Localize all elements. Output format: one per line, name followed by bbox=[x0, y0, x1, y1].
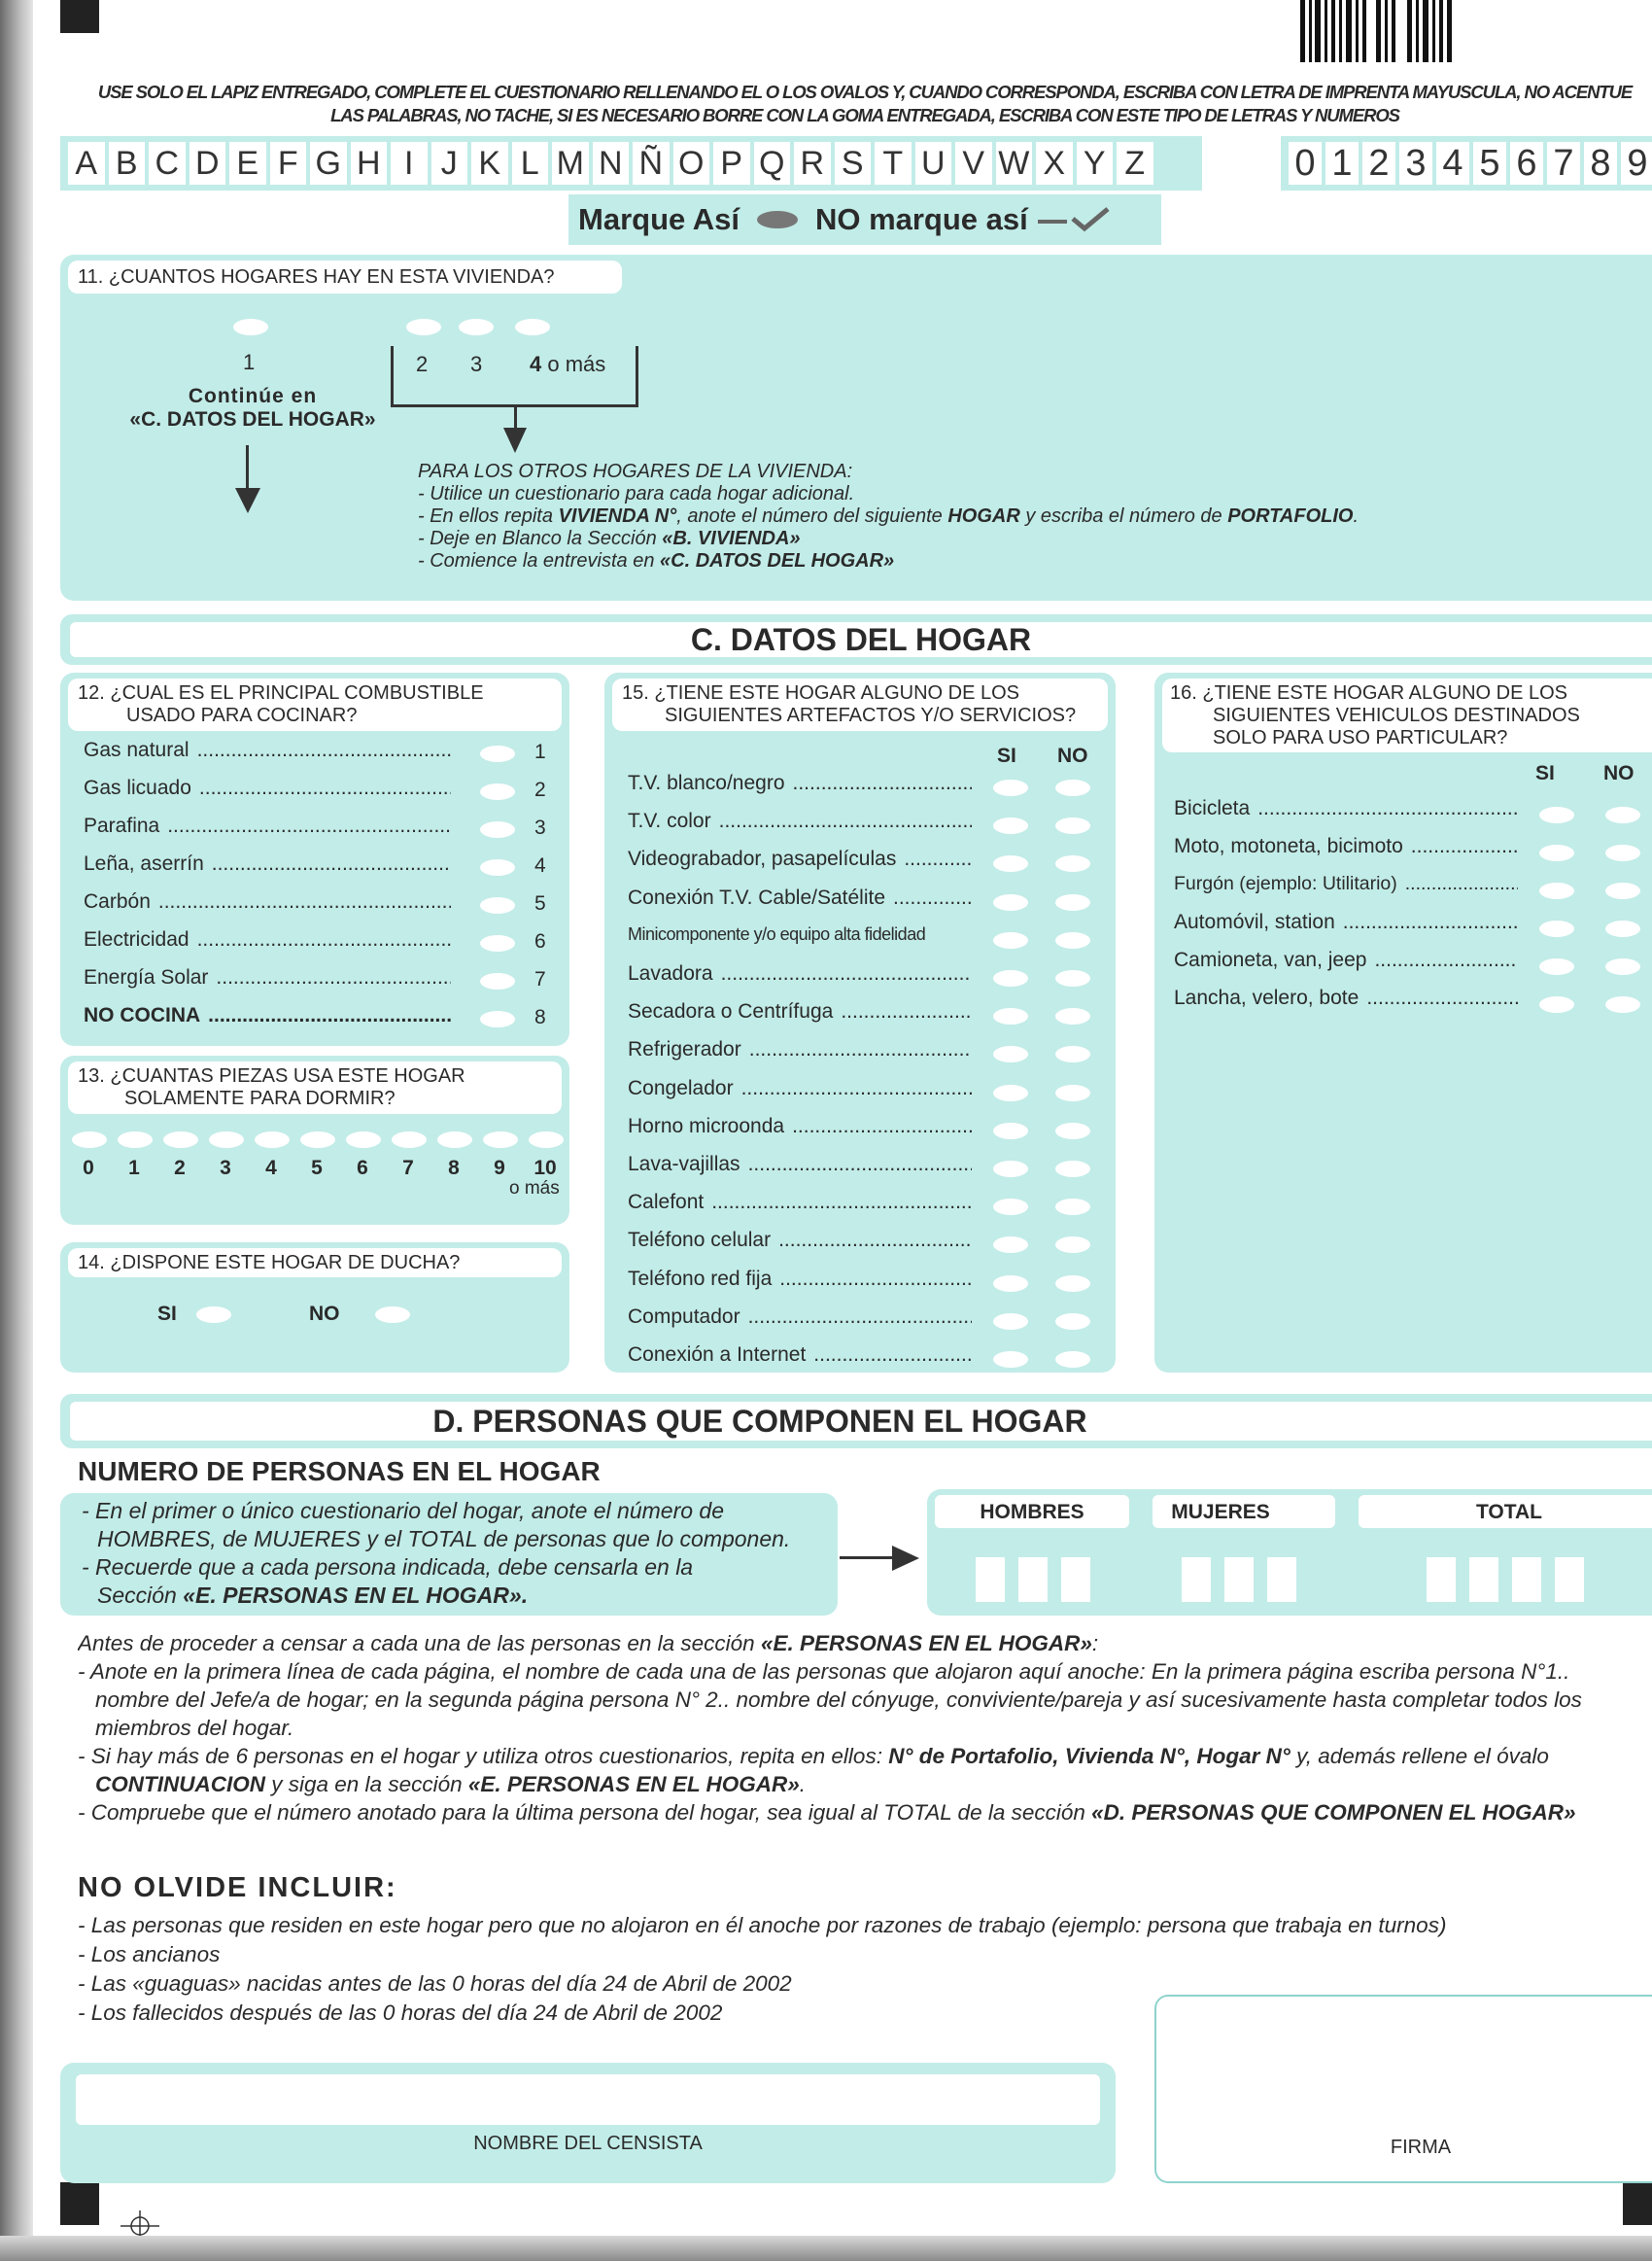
alphabet-cell: Q bbox=[754, 142, 791, 185]
dot-leader bbox=[741, 1077, 972, 1100]
q11-instr-title: PARA LOS OTROS HOGARES DE LA VIVIENDA: bbox=[418, 461, 853, 482]
q12-option-label: Electricidad bbox=[84, 928, 189, 951]
dot-leader bbox=[721, 962, 972, 986]
q11-instructions bbox=[418, 461, 1359, 573]
numero-instr-2: HOMBRES, de MUJERES y el TOTAL de personas que lo componen. bbox=[97, 1526, 791, 1551]
hombres-header: HOMBRES bbox=[980, 1501, 1084, 1523]
q15-no-oval[interactable] bbox=[1055, 970, 1090, 987]
hombres-digit-2[interactable] bbox=[1018, 1557, 1048, 1602]
digit-cell: 5 bbox=[1473, 142, 1506, 185]
q11-continue-line2: «C. DATOS DEL HOGAR» bbox=[129, 408, 376, 431]
q15-si-oval[interactable] bbox=[993, 1351, 1028, 1368]
scanner-bottom-edge bbox=[0, 2236, 1652, 2261]
q12-option-label: Carbón bbox=[84, 890, 151, 913]
q15-option-row bbox=[628, 848, 972, 871]
q12-option-label: Energía Solar bbox=[84, 966, 209, 989]
q16-si-oval[interactable] bbox=[1539, 883, 1574, 899]
alphabet-cell: K bbox=[471, 142, 508, 185]
q16-option-label: Bicicleta bbox=[1174, 797, 1251, 819]
q11-opt-2: 2 bbox=[416, 352, 429, 376]
q13-title-line2: SOLAMENTE PARA DORMIR? bbox=[124, 1088, 396, 1109]
digit-cell: 0 bbox=[1289, 142, 1322, 185]
dot-leader bbox=[793, 772, 972, 795]
q12-title bbox=[78, 682, 484, 727]
q12-title-line2: USADO PARA COCINAR? bbox=[126, 705, 358, 726]
q15-option-label: Videograbador, pasapelículas bbox=[628, 848, 897, 871]
digit-cell: 2 bbox=[1362, 142, 1395, 185]
q12-option-oval[interactable] bbox=[480, 859, 515, 876]
q11-instr-1: - Utilice un cuestionario para cada hogar adicional. bbox=[418, 483, 855, 504]
dot-leader bbox=[1343, 911, 1518, 934]
numero-instructions bbox=[82, 1497, 790, 1610]
q12-option-row bbox=[84, 852, 451, 876]
q11-opt-4-number: 4 bbox=[530, 352, 542, 376]
q15-title-line1: 15. ¿TIENE ESTE HOGAR ALGUNO DE LOS bbox=[622, 682, 1019, 704]
alphabet-cell: S bbox=[835, 142, 872, 185]
q13-option-label: 6 bbox=[357, 1157, 368, 1179]
antes-line-2: - Anote en la primera línea de cada página, el nombre de cada una de las personas que alojaron aquí anoche: En la primera página escriba persona N°1.. bbox=[78, 1659, 1570, 1684]
q16-title-line1: 16. ¿TIENE ESTE HOGAR ALGUNO DE LOS bbox=[1170, 682, 1567, 704]
q15-option-label: Computador bbox=[628, 1304, 740, 1328]
q13-option-label: 4 bbox=[265, 1157, 277, 1179]
q15-option-label: Secadora o Centrífuga bbox=[628, 1000, 834, 1024]
alphabet-cell: O bbox=[673, 142, 710, 185]
q12-option-code: 1 bbox=[534, 741, 546, 763]
q11-oval-4[interactable] bbox=[515, 319, 550, 335]
numero-instr-3: - Recuerde que a cada persona indicada, debe censarla en la bbox=[82, 1554, 694, 1580]
dot-leader bbox=[711, 1191, 972, 1214]
mujeres-digit-3[interactable] bbox=[1267, 1557, 1296, 1602]
total-digit-4[interactable] bbox=[1555, 1557, 1584, 1602]
alphabet-cell: M bbox=[552, 142, 589, 185]
q16-no-oval[interactable] bbox=[1605, 958, 1640, 975]
q16-no-oval[interactable] bbox=[1605, 883, 1640, 899]
q11-instr-3: - Deje en Blanco la Sección «B. VIVIENDA» bbox=[418, 528, 801, 549]
alphabet-cell: G bbox=[310, 142, 347, 185]
q12-option-code: 4 bbox=[534, 854, 546, 877]
q15-no-oval[interactable] bbox=[1055, 1313, 1090, 1330]
dot-leader bbox=[158, 890, 451, 914]
q12-option-row bbox=[84, 966, 451, 990]
mark-example bbox=[568, 194, 1161, 245]
q13-option-oval[interactable] bbox=[346, 1131, 381, 1148]
hombres-digit-3[interactable] bbox=[1061, 1557, 1090, 1602]
q12-option-code: 2 bbox=[534, 779, 546, 801]
total-digit-1[interactable] bbox=[1427, 1557, 1456, 1602]
q12-option-row bbox=[84, 890, 451, 914]
alphabet-cell: L bbox=[512, 142, 549, 185]
q15-no-oval[interactable] bbox=[1055, 1123, 1090, 1139]
section-d-title: D. PERSONAS QUE COMPONEN EL HOGAR bbox=[432, 1404, 1087, 1439]
q15-no-oval[interactable] bbox=[1055, 1161, 1090, 1177]
dot-leader bbox=[212, 852, 451, 876]
digit-cell: 7 bbox=[1547, 142, 1580, 185]
alphabet-cell: I bbox=[391, 142, 428, 185]
q16-option-row bbox=[1174, 911, 1518, 934]
q15-option-row bbox=[628, 1153, 972, 1176]
q13-last-suffix: o más bbox=[509, 1178, 560, 1199]
q16-no-oval[interactable] bbox=[1605, 921, 1640, 937]
alphabet-cell: D bbox=[189, 142, 226, 185]
dot-leader bbox=[893, 887, 972, 910]
q13-option-label: 7 bbox=[402, 1157, 414, 1179]
q16-title bbox=[1170, 682, 1580, 749]
dot-leader bbox=[1366, 987, 1518, 1010]
filled-oval-icon bbox=[757, 211, 798, 228]
q13-option-label: 9 bbox=[494, 1157, 505, 1179]
q14-no-label: NO bbox=[309, 1303, 340, 1325]
dot-leader bbox=[749, 1038, 972, 1061]
q11-oval-1[interactable] bbox=[233, 319, 268, 335]
mark-correct-label: Marque Así bbox=[578, 202, 740, 236]
q11-opt-3: 3 bbox=[470, 352, 483, 376]
q15-option-label: T.V. blanco/negro bbox=[628, 772, 785, 794]
q16-option-row bbox=[1174, 949, 1518, 972]
q15-no-header: NO bbox=[1057, 745, 1088, 767]
q12-option-oval[interactable] bbox=[480, 746, 515, 762]
q15-title bbox=[622, 682, 1076, 727]
antes-line-7: - Compruebe que el número anotado para la última persona del hogar, sea igual al TOTAL de la sección «D. PERSONAS QUE COMPONEN EL HOGAR» bbox=[78, 1800, 1576, 1825]
dot-leader bbox=[779, 1268, 972, 1291]
q12-option-oval[interactable] bbox=[480, 973, 515, 990]
dot-leader bbox=[1374, 949, 1518, 972]
q16-option-label: Camioneta, van, jeep bbox=[1174, 949, 1367, 971]
alphabet-cell: B bbox=[109, 142, 146, 185]
q12-option-oval[interactable] bbox=[480, 1011, 515, 1027]
mujeres-header: MUJERES bbox=[1171, 1501, 1270, 1523]
antes-line-4: miembros del hogar. bbox=[95, 1716, 294, 1740]
q15-si-header: SI bbox=[997, 745, 1016, 767]
alphabet-cell: J bbox=[431, 142, 468, 185]
q15-option-row bbox=[628, 1191, 972, 1214]
alphabet-cell: V bbox=[955, 142, 992, 185]
q15-option-row bbox=[628, 1268, 972, 1291]
q15-option-row bbox=[628, 1305, 972, 1329]
top-instruction-line-1: USE SOLO EL LAPIZ ENTREGADO, COMPLETE EL CUESTIONARIO RELLENANDO EL O LOS OVALOS Y, CUANDO CORRESPONDA, ESCRIBA CON LETRA DE IMPRENTA MAYUSCULA, NO ACENTUE bbox=[97, 82, 1633, 102]
q16-option-label: Moto, motoneta, bicimoto bbox=[1174, 835, 1403, 857]
numero-personas-title: NUMERO DE PERSONAS EN EL HOGAR bbox=[78, 1456, 601, 1486]
hombres-digit-1[interactable] bbox=[976, 1557, 1005, 1602]
mujeres-digit-2[interactable] bbox=[1224, 1557, 1254, 1602]
q12-option-oval[interactable] bbox=[480, 897, 515, 914]
digit-cell: 6 bbox=[1510, 142, 1543, 185]
q13-option-oval[interactable] bbox=[72, 1131, 107, 1148]
q11-opt-4-suffix: o más bbox=[547, 352, 606, 376]
q12-option-label: Gas natural bbox=[84, 739, 189, 761]
q11-opt-4 bbox=[530, 352, 605, 377]
alphabet-cells bbox=[68, 142, 1153, 185]
q15-option-label: Lavadora bbox=[628, 962, 713, 985]
alphabet-cell: X bbox=[1036, 142, 1073, 185]
q15-no-oval[interactable] bbox=[1055, 1085, 1090, 1101]
q16-option-row bbox=[1174, 873, 1518, 895]
total-header: TOTAL bbox=[1475, 1501, 1543, 1523]
q11-opt-1: 1 bbox=[243, 350, 256, 374]
q13-option-oval[interactable] bbox=[209, 1131, 244, 1148]
q16-option-label: Automóvil, station bbox=[1174, 911, 1335, 933]
q15-option-row bbox=[628, 810, 972, 833]
digit-cell: 1 bbox=[1325, 142, 1359, 185]
digit-cell: 3 bbox=[1399, 142, 1432, 185]
q15-option-label: Teléfono celular bbox=[628, 1229, 772, 1252]
q11-instr-4: - Comience la entrevista en «C. DATOS DEL HOGAR» bbox=[418, 550, 895, 572]
q13-option-label: 10 bbox=[533, 1157, 557, 1179]
q12-option-label: Gas licuado bbox=[84, 777, 191, 799]
q13-option-oval[interactable] bbox=[529, 1131, 564, 1148]
q12-option-row bbox=[84, 777, 451, 800]
total-digit-3[interactable] bbox=[1512, 1557, 1541, 1602]
q15-si-oval[interactable] bbox=[993, 1085, 1028, 1101]
antes-instructions bbox=[78, 1629, 1652, 1826]
q16-title-line3: SOLO PARA USO PARTICULAR? bbox=[1213, 727, 1508, 748]
alphabet-cell: F bbox=[270, 142, 307, 185]
no-olvide-item: - Las «guaguas» nacidas antes de las 0 horas del día 24 de Abril de 2002 bbox=[78, 1971, 792, 1996]
firma-label: FIRMA bbox=[1390, 2137, 1452, 2158]
registration-mark-bottom-right bbox=[1623, 2182, 1652, 2225]
q15-option-label: T.V. color bbox=[628, 810, 711, 833]
q15-option-label: Teléfono red fija bbox=[628, 1267, 773, 1290]
dot-leader bbox=[748, 1305, 972, 1329]
alphabet-cell: E bbox=[229, 142, 266, 185]
q15-option-row bbox=[628, 924, 972, 945]
dot-leader bbox=[199, 777, 451, 800]
alphabet-cell: T bbox=[875, 142, 912, 185]
q13-option-oval[interactable] bbox=[483, 1131, 518, 1148]
barcode bbox=[1300, 0, 1485, 64]
q16-si-oval[interactable] bbox=[1539, 807, 1574, 823]
q16-option-label: Furgón (ejemplo: Utilitario) bbox=[1174, 873, 1397, 894]
q12-option-row bbox=[84, 815, 451, 838]
mark-wrong-label: NO marque así bbox=[814, 202, 1028, 236]
q12-title-line1: 12. ¿CUAL ES EL PRINCIPAL COMBUSTIBLE bbox=[78, 682, 484, 704]
q11-oval-3[interactable] bbox=[459, 319, 494, 335]
q13-option-oval[interactable] bbox=[300, 1131, 335, 1148]
registration-mark-top-left bbox=[60, 0, 99, 33]
q16-no-oval[interactable] bbox=[1605, 996, 1640, 1013]
no-olvide-title: NO OLVIDE INCLUIR: bbox=[78, 1872, 397, 1903]
q15-option-row bbox=[628, 772, 972, 795]
dot-leader bbox=[1257, 797, 1518, 820]
antes-line-5: - Si hay más de 6 personas en el hogar y utiliza otros cuestionarios, repita en ellos: N° de Portafolio, Vivienda N°, Hogar N° y, además rellene el óvalo bbox=[78, 1744, 1549, 1768]
q13-option-label: 3 bbox=[220, 1157, 231, 1179]
registration-mark-bottom-left bbox=[60, 2182, 99, 2225]
q15-option-row bbox=[628, 887, 972, 910]
q15-no-oval[interactable] bbox=[1055, 1351, 1090, 1368]
q15-si-oval[interactable] bbox=[993, 1123, 1028, 1139]
q16-option-label: Lancha, velero, bote bbox=[1174, 987, 1359, 1009]
dot-leader bbox=[841, 1000, 972, 1024]
q16-si-oval[interactable] bbox=[1539, 996, 1574, 1013]
q11-title: 11. ¿CUANTOS HOGARES HAY EN ESTA VIVIENDA? bbox=[78, 266, 555, 288]
no-olvide-item: - Los fallecidos después de las 0 horas del día 24 de Abril de 2002 bbox=[78, 2000, 723, 2025]
q12-option-code: 7 bbox=[534, 968, 546, 991]
q15-si-oval[interactable] bbox=[993, 780, 1028, 796]
q13-option-oval[interactable] bbox=[118, 1131, 153, 1148]
q15-option-label: Conexión T.V. Cable/Satélite bbox=[628, 886, 886, 909]
q12-option-label: Leña, aserrín bbox=[84, 852, 204, 875]
alphabet-cell: N bbox=[593, 142, 630, 185]
q14-title: 14. ¿DISPONE ESTE HOGAR DE DUCHA? bbox=[78, 1252, 461, 1273]
alphabet-cell: Ñ bbox=[633, 142, 670, 185]
q15-no-oval[interactable] bbox=[1055, 1275, 1090, 1292]
q15-option-label: Calefont bbox=[628, 1191, 705, 1214]
q13-option-label: 5 bbox=[311, 1157, 323, 1179]
q15-option-row bbox=[628, 1038, 972, 1061]
down-arrow-icon bbox=[233, 445, 262, 515]
mujeres-digit-1[interactable] bbox=[1182, 1557, 1211, 1602]
antes-line-3: nombre del Jefe/a de hogar; en la segunda página persona N° 2.. nombre del cónyuge, conviviente/pareja y así sucesivamente hasta completar todos los bbox=[95, 1687, 1582, 1712]
q13-option-oval[interactable] bbox=[163, 1131, 198, 1148]
alphabet-cell: U bbox=[915, 142, 952, 185]
q11-instr-2: - En ellos repita VIVIENDA N°, anote el número del siguiente HOGAR y escriba el número de PORTAFOLIO. bbox=[418, 505, 1359, 527]
q16-option-row bbox=[1174, 835, 1518, 858]
numero-instr-1: - En el primer o único cuestionario del hogar, anote el número de bbox=[82, 1498, 725, 1523]
q15-si-oval[interactable] bbox=[993, 1275, 1028, 1292]
dot-leader bbox=[719, 810, 972, 833]
scanner-edge bbox=[0, 0, 33, 2261]
dot-leader bbox=[792, 1115, 972, 1138]
q15-option-label: Congelador bbox=[628, 1076, 734, 1099]
q15-option-row bbox=[628, 962, 972, 986]
q12-option-row bbox=[84, 1004, 451, 1027]
q16-box bbox=[1154, 673, 1652, 1373]
q11-continue-line1: Continúe en bbox=[188, 385, 318, 407]
q16-option-row bbox=[1174, 987, 1518, 1010]
antes-line-1: Antes de proceder a censar a cada una de las personas en la sección «E. PERSONAS EN EL HOGAR»: bbox=[78, 1631, 1099, 1655]
q15-title-line2: SIGUIENTES ARTEFACTOS Y/O SERVICIOS? bbox=[665, 705, 1077, 726]
q13-option-label: 1 bbox=[128, 1157, 140, 1179]
q16-no-header: NO bbox=[1603, 762, 1635, 784]
numero-instr-4: Sección «E. PERSONAS EN EL HOGAR». bbox=[97, 1583, 529, 1608]
dot-leader bbox=[1411, 835, 1518, 858]
dot-leader bbox=[748, 1153, 972, 1176]
wrong-mark-icon bbox=[1038, 205, 1110, 234]
q12-option-label: NO COCINA bbox=[84, 1004, 201, 1026]
digit-cell: 9 bbox=[1621, 142, 1652, 185]
alphabet-cell: H bbox=[351, 142, 388, 185]
q16-si-oval[interactable] bbox=[1539, 958, 1574, 975]
digit-cells bbox=[1289, 142, 1652, 185]
q15-si-oval[interactable] bbox=[993, 932, 1028, 949]
digit-cell: 8 bbox=[1584, 142, 1617, 185]
q15-option-row bbox=[628, 1115, 972, 1138]
q15-option-row bbox=[628, 1000, 972, 1024]
q15-no-oval[interactable] bbox=[1055, 932, 1090, 949]
q15-si-oval[interactable] bbox=[993, 970, 1028, 987]
dot-leader bbox=[778, 1229, 972, 1252]
q13-title-line1: 13. ¿CUANTAS PIEZAS USA ESTE HOGAR bbox=[78, 1065, 465, 1087]
section-c-title: C. DATOS DEL HOGAR bbox=[690, 622, 1032, 657]
dot-leader bbox=[813, 1343, 972, 1367]
q15-no-oval[interactable] bbox=[1055, 894, 1090, 911]
dot-leader bbox=[197, 739, 451, 762]
alphabet-cell: W bbox=[996, 142, 1033, 185]
q12-option-oval[interactable] bbox=[480, 783, 515, 800]
q12-option-code: 6 bbox=[534, 930, 546, 953]
right-arrow-icon bbox=[840, 1544, 921, 1573]
q16-title-line2: SIGUIENTES VEHICULOS DESTINADOS bbox=[1213, 705, 1580, 726]
q13-option-oval[interactable] bbox=[392, 1131, 427, 1148]
q12-option-row bbox=[84, 928, 451, 952]
q13-title bbox=[78, 1065, 465, 1110]
q13-option-oval[interactable] bbox=[437, 1131, 472, 1148]
alphabet-cell: Y bbox=[1077, 142, 1114, 185]
q16-si-header: SI bbox=[1535, 762, 1555, 784]
alphabet-cell: A bbox=[68, 142, 105, 185]
q12-option-label: Parafina bbox=[84, 815, 160, 837]
q16-no-oval[interactable] bbox=[1605, 807, 1640, 823]
dot-leader bbox=[904, 848, 972, 871]
q13-option-label: 0 bbox=[83, 1157, 94, 1179]
q16-option-row bbox=[1174, 797, 1518, 820]
q16-si-oval[interactable] bbox=[1539, 845, 1574, 861]
no-olvide-item: - Los ancianos bbox=[78, 1942, 221, 1966]
q15-option-row bbox=[628, 1343, 972, 1367]
dot-leader bbox=[197, 928, 451, 952]
q15-option-row bbox=[628, 1077, 972, 1100]
q15-si-oval[interactable] bbox=[993, 1161, 1028, 1177]
q12-option-code: 8 bbox=[534, 1006, 546, 1028]
q12-option-oval[interactable] bbox=[480, 935, 515, 952]
alphabet-cell: Z bbox=[1117, 142, 1153, 185]
q15-si-oval[interactable] bbox=[993, 894, 1028, 911]
q14-si-oval[interactable] bbox=[196, 1306, 231, 1323]
nombre-censista-label: NOMBRE DEL CENSISTA bbox=[473, 2133, 703, 2154]
q11-oval-2[interactable] bbox=[406, 319, 441, 335]
dot-leader bbox=[216, 966, 451, 990]
crosshair-mark bbox=[120, 2207, 159, 2236]
q16-si-oval[interactable] bbox=[1539, 921, 1574, 937]
q13-option-label: 2 bbox=[174, 1157, 186, 1179]
q15-option-label: Horno microonda bbox=[628, 1114, 785, 1137]
dot-leader bbox=[167, 815, 451, 838]
q15-si-oval[interactable] bbox=[993, 1313, 1028, 1330]
q15-option-label: Refrigerador bbox=[628, 1038, 741, 1061]
q15-option-label: Lava-vajillas bbox=[628, 1153, 740, 1175]
q12-option-code: 5 bbox=[534, 892, 546, 915]
q12-option-row bbox=[84, 739, 451, 762]
q16-no-oval[interactable] bbox=[1605, 845, 1640, 861]
q15-option-label: Minicomponente y/o equipo alta fidelidad bbox=[628, 923, 926, 944]
q14-si-label: SI bbox=[157, 1303, 177, 1325]
alphabet-cell: P bbox=[713, 142, 750, 185]
q14-no-oval[interactable] bbox=[375, 1306, 410, 1323]
q12-option-code: 3 bbox=[534, 817, 546, 839]
alphabet-cell: C bbox=[149, 142, 186, 185]
q15-no-oval[interactable] bbox=[1055, 780, 1090, 796]
total-digit-2[interactable] bbox=[1469, 1557, 1498, 1602]
digit-cell: 4 bbox=[1436, 142, 1469, 185]
q13-option-oval[interactable] bbox=[255, 1131, 290, 1148]
antes-line-6: CONTINUACION y siga en la sección «E. PERSONAS EN EL HOGAR». bbox=[95, 1772, 807, 1796]
dot-leader bbox=[208, 1004, 451, 1027]
q13-option-label: 8 bbox=[448, 1157, 460, 1179]
q12-option-oval[interactable] bbox=[480, 821, 515, 838]
no-olvide-item: - Las personas que residen en este hogar pero que no alojaron en él anoche por razones de trabajo (ejemplo: persona que trabaja en turnos) bbox=[78, 1913, 1447, 1937]
dot-leader bbox=[1405, 873, 1518, 895]
q15-option-row bbox=[628, 1229, 972, 1252]
q15-option-label: Conexión a Internet bbox=[628, 1343, 807, 1366]
nombre-censista-field[interactable] bbox=[76, 2074, 1100, 2125]
top-instruction-line-2: LAS PALABRAS, NO TACHE, SI ES NECESARIO BORRE CON LA GOMA ENTREGADA, ESCRIBA CON ESTE TIPO DE LETRAS Y NUMEROS bbox=[330, 105, 1399, 125]
alphabet-cell: R bbox=[794, 142, 831, 185]
